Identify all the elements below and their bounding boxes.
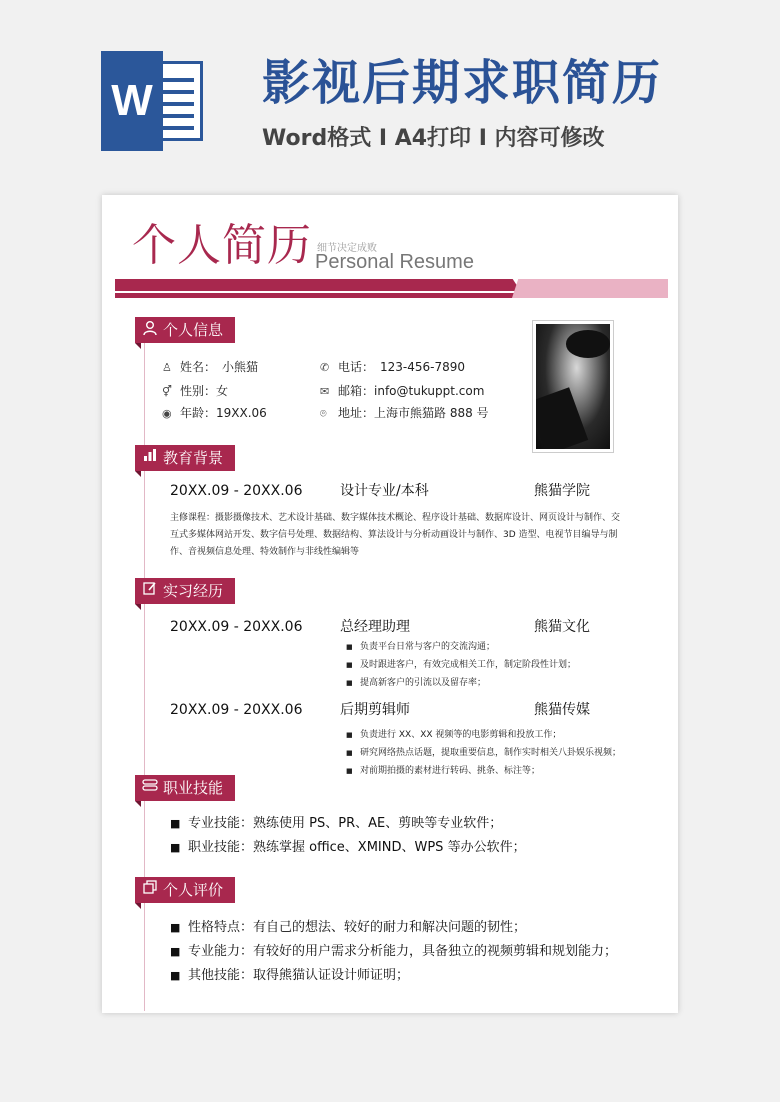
job-duty: ■ 及时跟进客户，有效完成相关工作，制定阶段性计划； [360, 656, 576, 674]
banner-title: 影视后期求职简历 [262, 55, 663, 111]
info-gender: ⚥ 性别：女 [162, 384, 229, 398]
evaluation-item: ■ 其他技能：取得熊猫认证设计师证明； [188, 965, 409, 987]
user-icon [141, 320, 159, 340]
word-logo-letter: W [101, 51, 163, 151]
location-pin-icon: ⌾ [320, 407, 327, 420]
job-period: 20XX.09 - 20XX.06 [170, 619, 303, 635]
section-title: 教育背景 [163, 449, 224, 467]
job-duty: ■ 提高新客户的引流以及留存率； [360, 674, 486, 692]
eye-icon: ◉ [162, 407, 172, 420]
job-duty: ■ 负责进行 XX、XX 视频等的电影剪辑和投放工作； [360, 726, 561, 744]
education-school: 熊猫学院 [534, 483, 590, 499]
banner-subtitle: Word格式 I A4打印 I 内容可修改 [262, 126, 605, 151]
education-courses-line: 作、音视频信息处理、特效制作与非线性编辑等 [170, 547, 360, 557]
section-internship [135, 578, 235, 604]
header-band [115, 279, 525, 298]
resume-page [102, 195, 678, 1013]
info-phone: ✆ 电话： 123-456-7890 [320, 360, 466, 374]
gender-icon: ⚥ [162, 385, 172, 398]
job-period: 20XX.09 - 20XX.06 [170, 702, 303, 718]
info-address: ⌾ 地址：上海市熊猫路 888 号 [320, 406, 489, 420]
profile-photo [532, 320, 614, 453]
job-role: 总经理助理 [340, 619, 410, 635]
phone-icon: ✆ [320, 361, 330, 374]
skill-item: ■ 职业技能：熟练掌握 office、XMIND、WPS 等办公软件； [188, 837, 526, 859]
resume-title-en: Personal Resume [315, 251, 474, 273]
timeline-line [144, 321, 145, 1011]
job-company: 熊猫传媒 [534, 702, 590, 718]
info-name: ♙ 姓名： 小熊猫 [162, 360, 259, 374]
section-title: 实习经历 [163, 582, 224, 600]
chart-icon [141, 448, 159, 468]
education-period: 20XX.09 - 20XX.06 [170, 483, 303, 499]
info-email: ✉ 邮箱：info@tukuppt.com [320, 384, 485, 398]
edit-icon [141, 581, 159, 601]
profile-photo-image [536, 324, 610, 449]
info-age: ◉ 年龄：19XX.06 [162, 406, 267, 420]
section-title: 职业技能 [163, 779, 224, 797]
header-band-line [115, 291, 521, 293]
education-major: 设计专业/本科 [340, 483, 429, 499]
education-courses-line: 主修课程：摄影摄像技术、艺术设计基础、数字媒体技术概论、程序设计基础、数据库设计、网页设计与制作、交 [170, 513, 621, 523]
word-logo-icon [101, 51, 205, 151]
section-skills [135, 775, 235, 801]
mail-icon: ✉ [320, 385, 330, 398]
education-courses-line: 互式多媒体网站开发、数字信号处理、数据结构、算法设计与分析动画设计与制作、3D 造型、电视节目编导与制 [170, 530, 618, 540]
copy-icon [141, 880, 159, 900]
job-duty: ■ 负责平台日常与客户的交流沟通； [360, 638, 495, 656]
job-company: 熊猫文化 [534, 619, 590, 635]
job-role: 后期剪辑师 [340, 702, 410, 718]
evaluation-item: ■ 专业能力：有较好的用户需求分析能力，具备独立的视频剪辑和规划能力； [188, 941, 617, 963]
link-icon [141, 778, 159, 798]
resume-motto: 细节决定成败 [317, 243, 377, 254]
section-personal-info [135, 317, 235, 343]
evaluation-item: ■ 性格特点：有自己的想法、较好的耐力和解决问题的韧性； [188, 917, 526, 939]
header-band-accent [512, 279, 668, 298]
skill-item: ■ 专业技能：熟练使用 PS、PR、AE、剪映等专业软件； [188, 813, 502, 835]
section-title: 个人信息 [163, 321, 224, 339]
job-duty: ■ 对前期拍摄的素材进行转码、挑条、标注等； [360, 762, 540, 780]
person-icon: ♙ [162, 361, 172, 374]
section-evaluation [135, 877, 235, 903]
job-duty: ■ 研究网络热点话题，提取重要信息，制作实时相关八卦娱乐视频； [360, 744, 621, 762]
section-education [135, 445, 235, 471]
section-title: 个人评价 [163, 881, 224, 899]
resume-title: 个人简历 [132, 220, 312, 271]
